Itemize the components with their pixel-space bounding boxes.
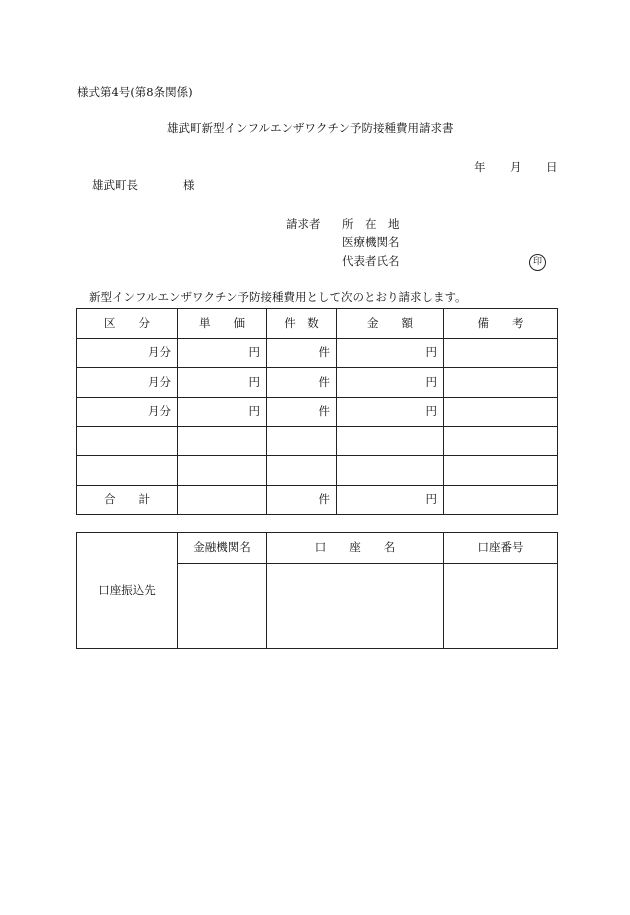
count-cell: 件: [267, 339, 337, 368]
remarks-cell: [444, 368, 558, 398]
date-year: 年: [474, 160, 486, 174]
period-cell: [77, 427, 178, 456]
total-label: 合 計: [77, 486, 178, 515]
period-cell: 月分: [77, 368, 178, 398]
total-row: [77, 486, 558, 515]
total-count-cell: 件: [267, 486, 337, 515]
count-cell: 件: [267, 368, 337, 398]
amount-cell: [337, 456, 444, 486]
period-cell: [77, 456, 178, 486]
account-number-cell: [444, 564, 558, 649]
amount-cell: [337, 427, 444, 456]
table-row: [77, 398, 558, 427]
period-cell: 月分: [77, 339, 178, 368]
header-remarks: 備 考: [444, 309, 558, 339]
count-cell: [267, 427, 337, 456]
remarks-cell: [444, 398, 558, 427]
header-category: 区 分: [77, 309, 178, 339]
count-cell: [267, 456, 337, 486]
unit-price-cell: [178, 456, 267, 486]
claim-table: [76, 308, 558, 515]
addressee-name: 雄武町長: [92, 178, 138, 192]
header-account-number: 口座番号: [444, 533, 558, 564]
table-header-row: [77, 309, 558, 339]
header-unit-price: 単 価: [178, 309, 267, 339]
claim-statement: 新型インフルエンザワクチン予防接種費用として次のとおり請求します。: [89, 290, 467, 304]
claimant-label: 請求者: [286, 217, 321, 231]
bank-transfer-label: 口座振込先: [77, 533, 178, 649]
total-amount-cell: 円: [337, 486, 444, 515]
seal-mark: 印: [529, 254, 546, 271]
unit-price-cell: [178, 427, 267, 456]
unit-price-cell: 円: [178, 368, 267, 398]
header-account-name: 口 座 名: [267, 533, 444, 564]
date-day: 日: [546, 160, 558, 174]
address-label: 所 在 地: [342, 217, 400, 231]
header-bank-name: 金融機関名: [178, 533, 267, 564]
remarks-cell: [444, 456, 558, 486]
period-cell: 月分: [77, 398, 178, 427]
remarks-cell: [444, 427, 558, 456]
table-row: [77, 339, 558, 368]
amount-cell: 円: [337, 398, 444, 427]
addressee-honorific: 様: [183, 178, 195, 192]
header-amount: 金 額: [337, 309, 444, 339]
unit-price-cell: 円: [178, 398, 267, 427]
total-unit-price-cell: [178, 486, 267, 515]
bank-name-cell: [178, 564, 267, 649]
table-row: [77, 456, 558, 486]
remarks-cell: [444, 339, 558, 368]
bank-table: [76, 532, 558, 649]
unit-price-cell: 円: [178, 339, 267, 368]
page-title: 雄武町新型インフルエンザワクチン予防接種費用請求書: [167, 121, 454, 135]
account-name-cell: [267, 564, 444, 649]
total-remarks-cell: [444, 486, 558, 515]
institution-label: 医療機関名: [342, 235, 400, 249]
table-row: [77, 368, 558, 398]
amount-cell: 円: [337, 368, 444, 398]
header-count: 件 数: [267, 309, 337, 339]
form-number: 様式第4号(第8条関係): [77, 85, 193, 99]
count-cell: 件: [267, 398, 337, 427]
date-month: 月: [510, 160, 522, 174]
representative-label: 代表者氏名: [342, 254, 400, 268]
table-row: [77, 427, 558, 456]
amount-cell: 円: [337, 339, 444, 368]
